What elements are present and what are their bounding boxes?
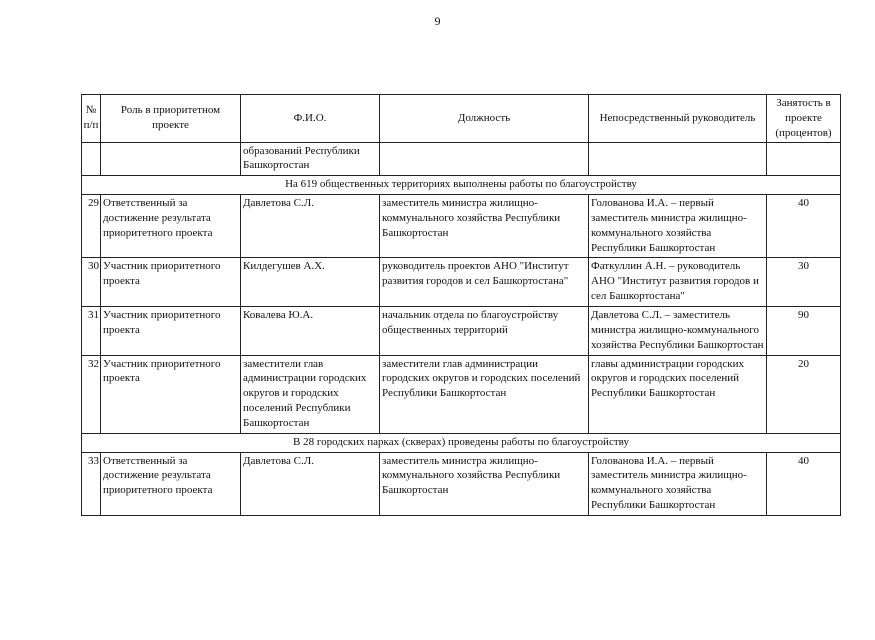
table-row bbox=[82, 355, 841, 433]
cell-num: 31 bbox=[82, 306, 101, 355]
cell-load: 40 bbox=[767, 452, 841, 515]
cell-supervisor: Фаткуллин А.Н. – руководитель АНО "Институт развития городов и сел Башкортостана" bbox=[589, 258, 767, 307]
cell-role: Ответственный за достижение результата приоритетного проекта bbox=[101, 195, 241, 258]
cell-name: образований Республики Башкортостан bbox=[241, 142, 380, 176]
header-name: Ф.И.О. bbox=[241, 95, 380, 143]
cell-load: 40 bbox=[767, 195, 841, 258]
cell-supervisor: Голованова И.А. – первый заместитель министра жилищно-коммунального хозяйства Республики Башкортостан bbox=[589, 452, 767, 515]
cell-load bbox=[767, 142, 841, 176]
cell-num: 29 bbox=[82, 195, 101, 258]
cell-position: руководитель проектов АНО "Институт развития городов и сел Башкортостана" bbox=[380, 258, 589, 307]
table-row bbox=[82, 452, 841, 515]
cell-supervisor: Голованова И.А. – первый заместитель министра жилищно-коммунального хозяйства Республики Башкортостан bbox=[589, 195, 767, 258]
project-team-table bbox=[81, 94, 841, 516]
header-role: Роль в приоритетном проекте bbox=[101, 95, 241, 143]
continuation-row bbox=[82, 142, 841, 176]
cell-num: 32 bbox=[82, 355, 101, 433]
cell-supervisor: Давлетова С.Л. – заместитель министра жилищно-коммунального хозяйства Республики Башкортостан bbox=[589, 306, 767, 355]
cell-name: Ковалева Ю.А. bbox=[241, 306, 380, 355]
header-load: Занятость в проекте (процентов) bbox=[767, 95, 841, 143]
header-position: Должность bbox=[380, 95, 589, 143]
cell-name: заместители глав администрации городских округов и городских поселений Республики Башкортостан bbox=[241, 355, 380, 433]
cell-role: Ответственный за достижение результата приоритетного проекта bbox=[101, 452, 241, 515]
section-title: В 28 городских парках (скверах) проведены работы по благоустройству bbox=[82, 433, 841, 452]
cell-position: заместитель министра жилищно-коммунального хозяйства Республики Башкортостан bbox=[380, 452, 589, 515]
cell-role: Участник приоритетного проекта bbox=[101, 306, 241, 355]
cell-name: Давлетова С.Л. bbox=[241, 452, 380, 515]
cell-num: 30 bbox=[82, 258, 101, 307]
cell-supervisor: главы администрации городских округов и городских поселений Республики Башкортостан bbox=[589, 355, 767, 433]
cell-load: 30 bbox=[767, 258, 841, 307]
table-row bbox=[82, 258, 841, 307]
table-header-row bbox=[82, 95, 841, 143]
cell-position: заместители глав администрации городских округов и городских поселений Республики Башкортостан bbox=[380, 355, 589, 433]
cell-role bbox=[101, 142, 241, 176]
cell-name: Давлетова С.Л. bbox=[241, 195, 380, 258]
cell-position: начальник отдела по благоустройству общественных территорий bbox=[380, 306, 589, 355]
cell-load: 20 bbox=[767, 355, 841, 433]
section-row bbox=[82, 433, 841, 452]
page-number: 9 bbox=[434, 14, 441, 28]
cell-num: 33 bbox=[82, 452, 101, 515]
section-row bbox=[82, 176, 841, 195]
cell-num bbox=[82, 142, 101, 176]
cell-position bbox=[380, 142, 589, 176]
header-supervisor: Непосредственный руководитель bbox=[589, 95, 767, 143]
table-row bbox=[82, 195, 841, 258]
header-num: № п/п bbox=[82, 95, 101, 143]
section-title: На 619 общественных территориях выполнены работы по благоустройству bbox=[82, 176, 841, 195]
table-row bbox=[82, 306, 841, 355]
cell-name: Килдегушев А.Х. bbox=[241, 258, 380, 307]
cell-position: заместитель министра жилищно-коммунального хозяйства Республики Башкортостан bbox=[380, 195, 589, 258]
cell-role: Участник приоритетного проекта bbox=[101, 258, 241, 307]
cell-supervisor bbox=[589, 142, 767, 176]
cell-load: 90 bbox=[767, 306, 841, 355]
cell-role: Участник приоритетного проекта bbox=[101, 355, 241, 433]
